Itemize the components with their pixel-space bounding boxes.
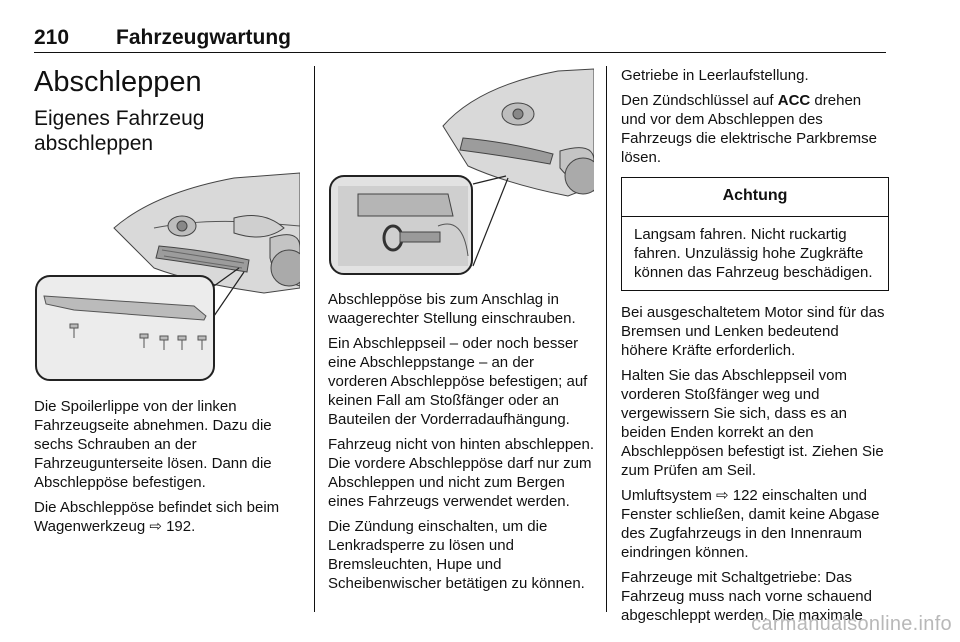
warning-title: Achtung bbox=[622, 178, 888, 217]
paragraph: Die Abschleppöse befindet sich beim Wagenwerkzeug ⇨ 192. bbox=[34, 499, 280, 535]
paragraph: Die Spoilerlippe von der linken Fahrzeugseite abnehmen. Dazu die sechs Schrauben an der Fahrzeugunterseite lösen. Dann die Abschleppöse befestigen. bbox=[34, 398, 272, 491]
paragraph: Getriebe in Leerlaufstellung. bbox=[621, 67, 809, 84]
header-rule bbox=[34, 52, 886, 53]
column-divider-2 bbox=[606, 66, 607, 612]
text-run: Den Zündschlüssel auf bbox=[621, 92, 778, 109]
subsection-title-line1: Eigenes Fahrzeug bbox=[34, 107, 205, 130]
subsection-title-line2: abschleppen bbox=[34, 132, 154, 155]
paragraph bbox=[621, 91, 889, 167]
paragraph: Abschleppöse bis zum Anschlag in waagerechter Stellung einschrauben. bbox=[328, 291, 576, 327]
paragraph: Umluftsystem ⇨ 122 einschalten und Fenster schließen, damit keine Abgase des Zugfahrzeugs in den Innenraum eindringen können. bbox=[621, 487, 880, 561]
page-number: 210 bbox=[34, 26, 70, 49]
column-divider-1 bbox=[314, 66, 315, 612]
column-2 bbox=[328, 66, 594, 599]
warning-text: Langsam fahren. Nicht ruckartig fahren. Unzulässig hohe Zugkräfte können das Fahrzeug beschädigen. bbox=[634, 226, 873, 281]
paragraph: Bei ausgeschaltetem Motor sind für das Bremsen und Lenken bedeutend höhere Kräfte erforderlich. bbox=[621, 304, 885, 359]
spoiler-lip-illustration bbox=[34, 168, 300, 383]
section-title: Abschleppen bbox=[34, 66, 202, 98]
paragraph: Die Zündung einschalten, um die Lenkradsperre zu lösen und Bremsleuchten, Hupe und Scheibenwischer betätigen zu können. bbox=[328, 518, 585, 592]
paragraph: Fahrzeug nicht von hinten abschleppen. Die vordere Abschleppöse darf nur zum Abschleppen und nicht zum Bergen eines Fahrzeugs verwendet werden. bbox=[328, 436, 595, 510]
paragraph: Ein Abschleppseil – oder noch besser eine Abschleppstange – an der vorderen Abschleppöse befestigen; auf keinen Fall am Stoßfänger oder an Bauteilen der Vorderradaufhängung. bbox=[328, 335, 588, 428]
chapter-title: Fahrzeugwartung bbox=[116, 26, 292, 49]
page-header bbox=[34, 26, 886, 52]
column-3 bbox=[621, 66, 889, 631]
warning-box bbox=[621, 177, 889, 291]
key-position-label: ACC bbox=[777, 92, 811, 109]
paragraph: Halten Sie das Abschleppseil vom vorderen Stoßfänger weg und vergewissern Sie sich, dass es an beiden Enden korrekt an den Abschleppösen befestigt ist. Ziehen Sie zum Prüfen am Seil. bbox=[621, 367, 884, 479]
text-run: drehen und vor dem Abschleppen des Fahrzeugs die elektrische Parkbremse lösen. bbox=[621, 92, 877, 166]
watermark: carmanualsonline.info bbox=[751, 613, 952, 635]
column-1 bbox=[34, 66, 300, 542]
tow-eye-illustration bbox=[328, 66, 594, 278]
paragraph: Fahrzeuge mit Schaltgetriebe: Das Fahrzeug muss nach vorne schauend abgeschleppt werden. Die maximale bbox=[621, 569, 872, 624]
